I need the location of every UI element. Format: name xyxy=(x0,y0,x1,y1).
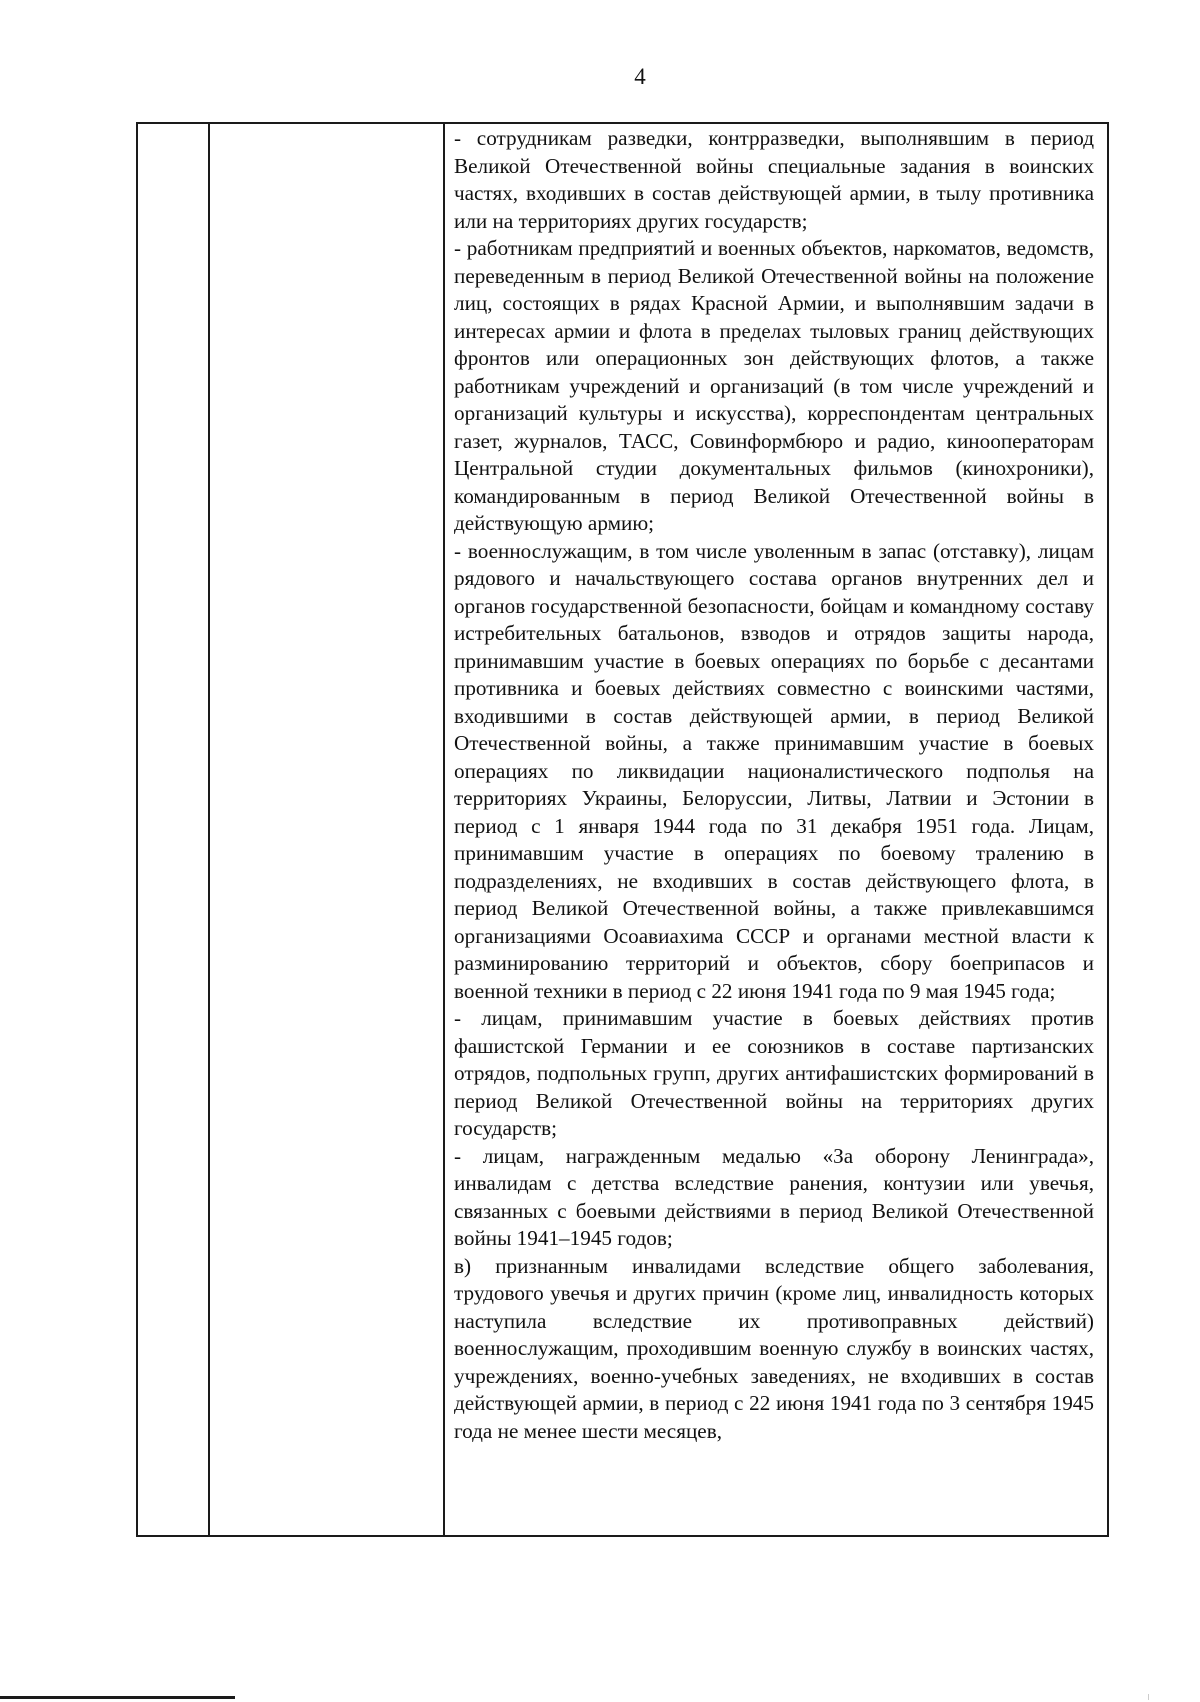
page-number: 4 xyxy=(634,64,646,89)
table-cell-text xyxy=(454,125,1094,1445)
column-divider-2 xyxy=(443,124,445,1535)
paragraph-intelligence-staff: - сотрудникам разведки, контрразведки, выполнявшим в период Великой Отечественной войны специальные задания в воинских частях, входивших в состав действующей армии, в тылу противника или на территориях других государств; xyxy=(454,126,1094,233)
column-divider-1 xyxy=(208,124,210,1535)
paragraph-enterprise-workers: - работникам предприятий и военных объектов, наркоматов, ведомств, переведенным в период Великой Отечественной войны на положение лиц, состоящих в рядах Красной Армии, и выполнявшим задачи в интересах армии и флота в пределах тыловых границ действующих фронтов или операционных зон действующих флотов, а также работникам учреждений и организаций (в том числе учреждений и организаций культуры и искусства), корреспондентам центральных газет, журналов, ТАСС, Совинформбюро и радио, кинооператорам Центральной студии документальных фильмов (кинохроники), командированным в период Великой Отечественной войны в действующую армию; xyxy=(454,236,1094,535)
document-table xyxy=(136,122,1109,1537)
paragraph-partisans: - лицам, принимавшим участие в боевых действиях против фашистской Германии и ее союзников в составе партизанских отрядов, подпольных групп, других антифашистских формирований в период Великой Отечественной войны на территориях других государств; xyxy=(454,1006,1094,1140)
scan-artifact xyxy=(1148,1694,1149,1700)
footnote-rule xyxy=(0,1696,235,1699)
paragraph-military-servicemen: - военнослужащим, в том числе уволенным в запас (отставку), лицам рядового и начальствующего состава органов внутренних дел и органов государственной безопасности, бойцам и командному составу истребительных батальонов, взводов и отрядов защиты народа, принимавшим участие в боевых операциях по борьбе с десантами противника и боевых действиях совместно с воинскими частями, входившими в состав действующей армии, в период Великой Отечественной войны, а также принимавшим участие в боевых операциях по ликвидации националистического подполья на территориях Украины, Белоруссии, Литвы, Латвии и Эстонии в период с 1 января 1944 года по 31 декабря 1951 года. Лицам, принимавшим участие в операциях по боевому тралению в подразделениях, не входивших в состав действующего флота, в период Великой Отечественной войны, а также привлекавшимся организациями Осоавиахима СССР и органами местной власти к разминированию территорий и объектов, сбору боеприпасов и военной техники в период с 22 июня 1941 года по 9 мая 1945 года; xyxy=(454,538,1094,1003)
paragraph-disabled-servicemen: в) признанным инвалидами вследствие общего заболевания, трудового увечья и других причин (кроме лиц, инвалидность которых наступила вследствие их противоправных действий) военнослужащим, проходившим военную службу в воинских частях, учреждениях, военно-учебных заведениях, не входивших в состав действующей армии, в период с 22 июня 1941 года по 3 сентября 1945 года не менее шести месяцев, xyxy=(454,1253,1094,1443)
paragraph-leningrad-medal: - лицам, награжденным медалью «За оборону Ленинграда», инвалидам с детства вследствие ранения, контузии или увечья, связанных с боевыми действиями в период Великой Отечественной войны 1941–1945 годов; xyxy=(454,1143,1094,1250)
